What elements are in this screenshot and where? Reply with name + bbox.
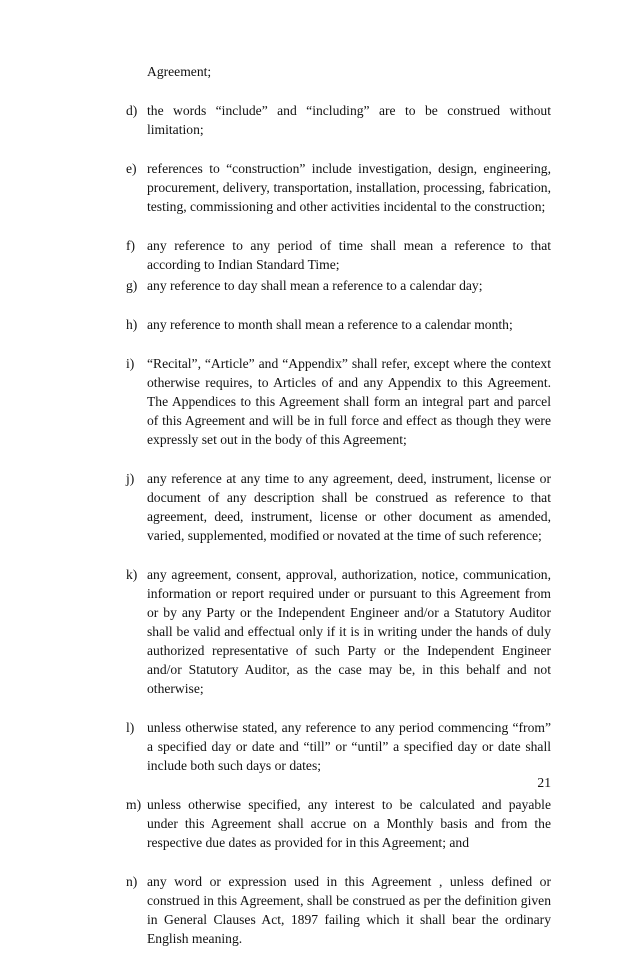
item-text: any reference to any period of time shall mean a reference to that according to Indian Standard Time; xyxy=(147,238,551,272)
list-item-n xyxy=(126,872,551,948)
item-marker: k) xyxy=(126,567,138,582)
list-item-f xyxy=(126,236,551,274)
item-text: the words “include” and “including” are to be construed without limitation; xyxy=(147,103,551,137)
list-item-k xyxy=(126,565,551,698)
item-text: unless otherwise specified, any interest to be calculated and payable under this Agreement shall accrue on a Monthly basis and from the respective due dates as provided for in this Agreement; and xyxy=(147,797,551,850)
page-number: 21 xyxy=(537,775,551,790)
item-text: any reference at any time to any agreement, deed, instrument, license or document of any description shall be construed as reference to that agreement, deed, instrument, license or other document as amended, varied, supplemented, modified or novated at the time of such reference; xyxy=(147,471,551,543)
item-marker: d) xyxy=(126,103,138,118)
document-body xyxy=(126,62,551,968)
item-marker: g) xyxy=(126,278,138,293)
list-item-e xyxy=(126,159,551,216)
list-item-j xyxy=(126,469,551,545)
item-marker: h) xyxy=(126,317,138,332)
item-marker: m) xyxy=(126,797,142,812)
item-marker: l) xyxy=(126,720,135,735)
item-text: any reference to day shall mean a reference to a calendar day; xyxy=(147,278,483,293)
item-text: “Recital”, “Article” and “Appendix” shall refer, except where the context otherwise requires, to Articles of and any Appendix to this Agreement. The Appendices to this Agreement shall form an integral part and parcel of this Agreement and will be in full force and effect as though they were expressly set out in the body of this Agreement; xyxy=(147,356,551,447)
item-marker: f) xyxy=(126,238,136,253)
item-marker: i) xyxy=(126,356,135,371)
item-marker: j) xyxy=(126,471,135,486)
item-marker: e) xyxy=(126,161,137,176)
item-text: references to “construction” include investigation, design, engineering, procurement, delivery, transportation, installation, processing, fabrication, testing, commissioning and other activities incidental to the construction; xyxy=(147,161,551,214)
item-text: unless otherwise stated, any reference to any period commencing “from” a specified day or date and “till” or “until” a specified day or date shall include both such days or dates; xyxy=(147,720,551,773)
list-item-d xyxy=(126,101,551,139)
list-item-m xyxy=(126,795,551,852)
list-item-l xyxy=(126,718,551,775)
item-text: any agreement, consent, approval, authorization, notice, communication, information or report required under or pursuant to this Agreement from or by any Party or the Independent Engineer and/or a Statutory Auditor shall be valid and effectual only if it is in writing under the hands of duly authorized representative of such Party or the Independent Engineer and/or Statutory Auditor, as the case may be, in this behalf and not otherwise; xyxy=(147,567,551,696)
item-text: any reference to month shall mean a reference to a calendar month; xyxy=(147,317,513,332)
list-item-h xyxy=(126,315,551,334)
list-item-g xyxy=(126,276,551,295)
list-item-i xyxy=(126,354,551,449)
continuation-text: Agreement; xyxy=(147,64,212,79)
item-text: any word or expression used in this Agreement , unless defined or construed in this Agreement, shall be construed as per the definition given in General Clauses Act, 1897 failing which it shall bear the ordinary English meaning. xyxy=(147,874,551,946)
item-marker: n) xyxy=(126,874,138,889)
